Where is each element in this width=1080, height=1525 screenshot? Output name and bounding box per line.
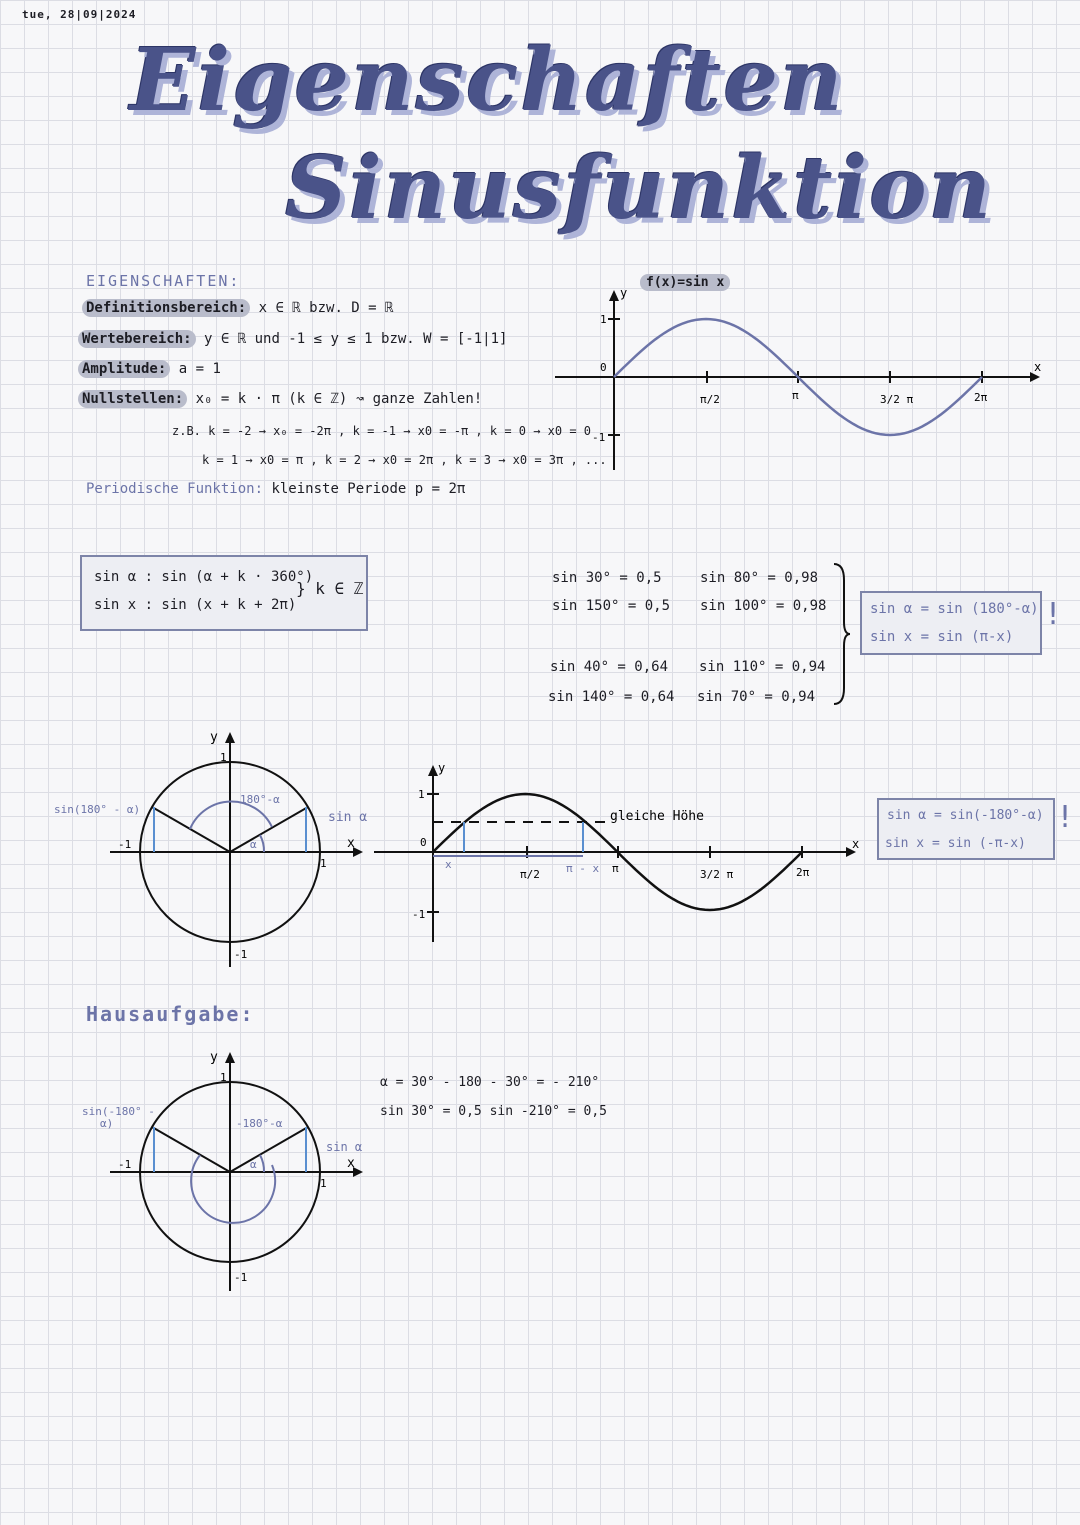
graph2-zero: 0 [420,836,427,849]
circle1-minus-left: -1 [118,838,132,851]
homework-heading: Hausaufgabe: [86,1002,255,1026]
graph1-x-label: x [1034,360,1042,374]
circle2-angle-arc [191,1155,275,1223]
properties-heading: EIGENSCHAFTEN: [86,272,241,290]
identity2-line-2: sin x = sin (-π-x) [885,836,1026,851]
title-line-1: Eigenschaften [130,30,845,131]
zeros-example-2: k = 1 → x0 = π , k = 2 → x0 = 2π , k = 3 → x0 = 3π , ... [202,453,607,467]
periodicity-brace: } k ∈ ℤ [296,579,364,598]
circle1-radius-right [230,807,308,852]
circle1-alpha-arc [260,835,264,852]
zeros-label: Nullstellen: [78,390,187,408]
circle1-radius-left [152,807,230,852]
graph2-x-label: x [852,837,860,851]
range-row [78,331,507,347]
periodicity-line-1: sin α : sin (α + k · 360°) [94,569,314,585]
unit-circle-1 [50,725,380,975]
graph1-label: f(x)=sin x [640,274,730,291]
zeros-example-1: z.B. k = -2 → x₀ = -2π , k = -1 → x0 = -π , k = 0 → x0 = 0 [172,424,592,438]
graph1-tick-label-3pi2: 3/2 π [880,393,914,406]
graph1-tick-label-pi2: π/2 [700,393,720,406]
graph1-tick-label-2pi: 2π [974,391,988,404]
graph2-one: 1 [418,788,425,801]
range-label: Wertebereich: [78,330,196,348]
title-line-2: Sinusfunktion [285,138,994,239]
identity2-line-1: sin α = sin(-180°-α) [887,808,1044,823]
unit-circle-2 [50,1045,380,1295]
circle2-alpha-label: α [250,1158,257,1171]
circle1-right-label: sin α [328,810,368,825]
graph2-same-height-label: gleiche Höhe [610,809,704,824]
definition-row [82,300,393,316]
circle2-one-top: 1 [220,1071,227,1084]
graph1-y-arrow [609,290,619,301]
graph1-y-label: y [620,286,628,300]
value-row-2b: sin 100° = 0,98 [700,598,827,614]
value-row-1a: sin 30° = 0,5 [552,570,662,586]
amplitude-row [78,361,221,377]
graph2-tick-label-3pi2: 3/2 π [700,868,734,881]
amplitude-value: a = 1 [178,361,221,377]
graph2-tick-label-pi-minus-x: π - x [566,862,600,875]
homework-line-2: sin 30° = 0,5 sin -210° = 0,5 [380,1104,607,1119]
graph2-y-label: y [438,761,446,775]
graph2-y-arrow [428,765,438,776]
value-row-3b: sin 110° = 0,94 [699,659,826,675]
definition-label: Definitionsbereich: [82,299,250,317]
graph2-tick-label-pi2: π/2 [520,868,540,881]
homework-line-1: α = 30° - 180 - 30° = - 210° [380,1075,600,1090]
value-row-4a: sin 140° = 0,64 [548,689,675,705]
value-row-3a: sin 40° = 0,64 [550,659,669,675]
zeros-row [78,391,482,407]
identity2-exclamation: ! [1056,800,1075,835]
period-label: Periodische Funktion: [86,481,264,497]
graph1-y-top: 1 [600,313,607,326]
graph2-tick-label-x: x [445,858,452,871]
circle2-minus-bottom: -1 [234,1271,248,1284]
circle1-one-right: 1 [320,857,327,870]
circle2-radius-left [152,1127,230,1172]
circle1-left-label: sin(180° - α) [54,803,141,816]
circle2-left-label-1: sin(-180° - [82,1105,155,1118]
periodicity-box [80,555,368,631]
circle1-y-label: y [210,730,218,745]
graph2-minus: -1 [412,908,426,921]
circle1-x-label: x [347,836,355,851]
graph1-y-bottom: -1 [592,431,606,444]
graph1-y-zero: 0 [600,361,607,374]
circle2-minus-left: -1 [118,1158,132,1171]
graph2-tick-label-2pi: 2π [796,866,810,879]
circle2-y-label: y [210,1050,218,1065]
graph1-tick-label-pi: π [792,389,799,402]
zeros-value: x₀ = k · π (k ∈ ℤ) ↝ ganze Zahlen! [195,391,483,407]
graph1-sine-plot [550,285,1050,475]
circle1-minus-bottom: -1 [234,948,248,961]
circle1-y-arrow [225,732,235,743]
circle2-right-label: sin α [326,1140,363,1154]
values-brace [832,560,852,708]
circle2-y-arrow [225,1052,235,1063]
identity1-line-1: sin α = sin (180°-α) [870,601,1039,617]
period-value: kleinste Periode p = 2π [271,481,466,497]
value-row-4b: sin 70° = 0,94 [697,689,816,705]
periodicity-line-2: sin x : sin (x + k + 2π) [94,597,297,613]
graph2-tick-label-pi: π [612,862,619,875]
amplitude-label: Amplitude: [78,360,170,378]
circle1-one-top: 1 [220,751,227,764]
period-row [86,481,465,497]
range-value: y ∈ ℝ und -1 ≤ y ≤ 1 bzw. W = [-1|1] [204,331,508,347]
circle2-left-label-2: α) [100,1117,114,1130]
identity1-exclamation: ! [1044,597,1063,632]
circle2-angle-label: -180°-α [236,1117,283,1130]
value-row-1b: sin 80° = 0,98 [700,570,819,586]
identity-box-2 [877,798,1055,860]
circle2-radius-right [230,1127,308,1172]
date: tue, 28|09|2024 [22,8,137,21]
graph2-sine-plot [370,760,870,945]
circle1-alpha-label: α [250,838,257,851]
circle1-angle-label: 180°-α [240,793,280,806]
circle2-alpha-arc [260,1155,264,1172]
circle2-x-label: x [347,1156,355,1171]
circle2-one-right: 1 [320,1177,327,1190]
identity-box-1 [860,591,1042,655]
definition-value: x ∈ ℝ bzw. D = ℝ [258,300,394,316]
value-row-2a: sin 150° = 0,5 [552,598,671,614]
identity1-line-2: sin x = sin (π-x) [870,629,1014,645]
